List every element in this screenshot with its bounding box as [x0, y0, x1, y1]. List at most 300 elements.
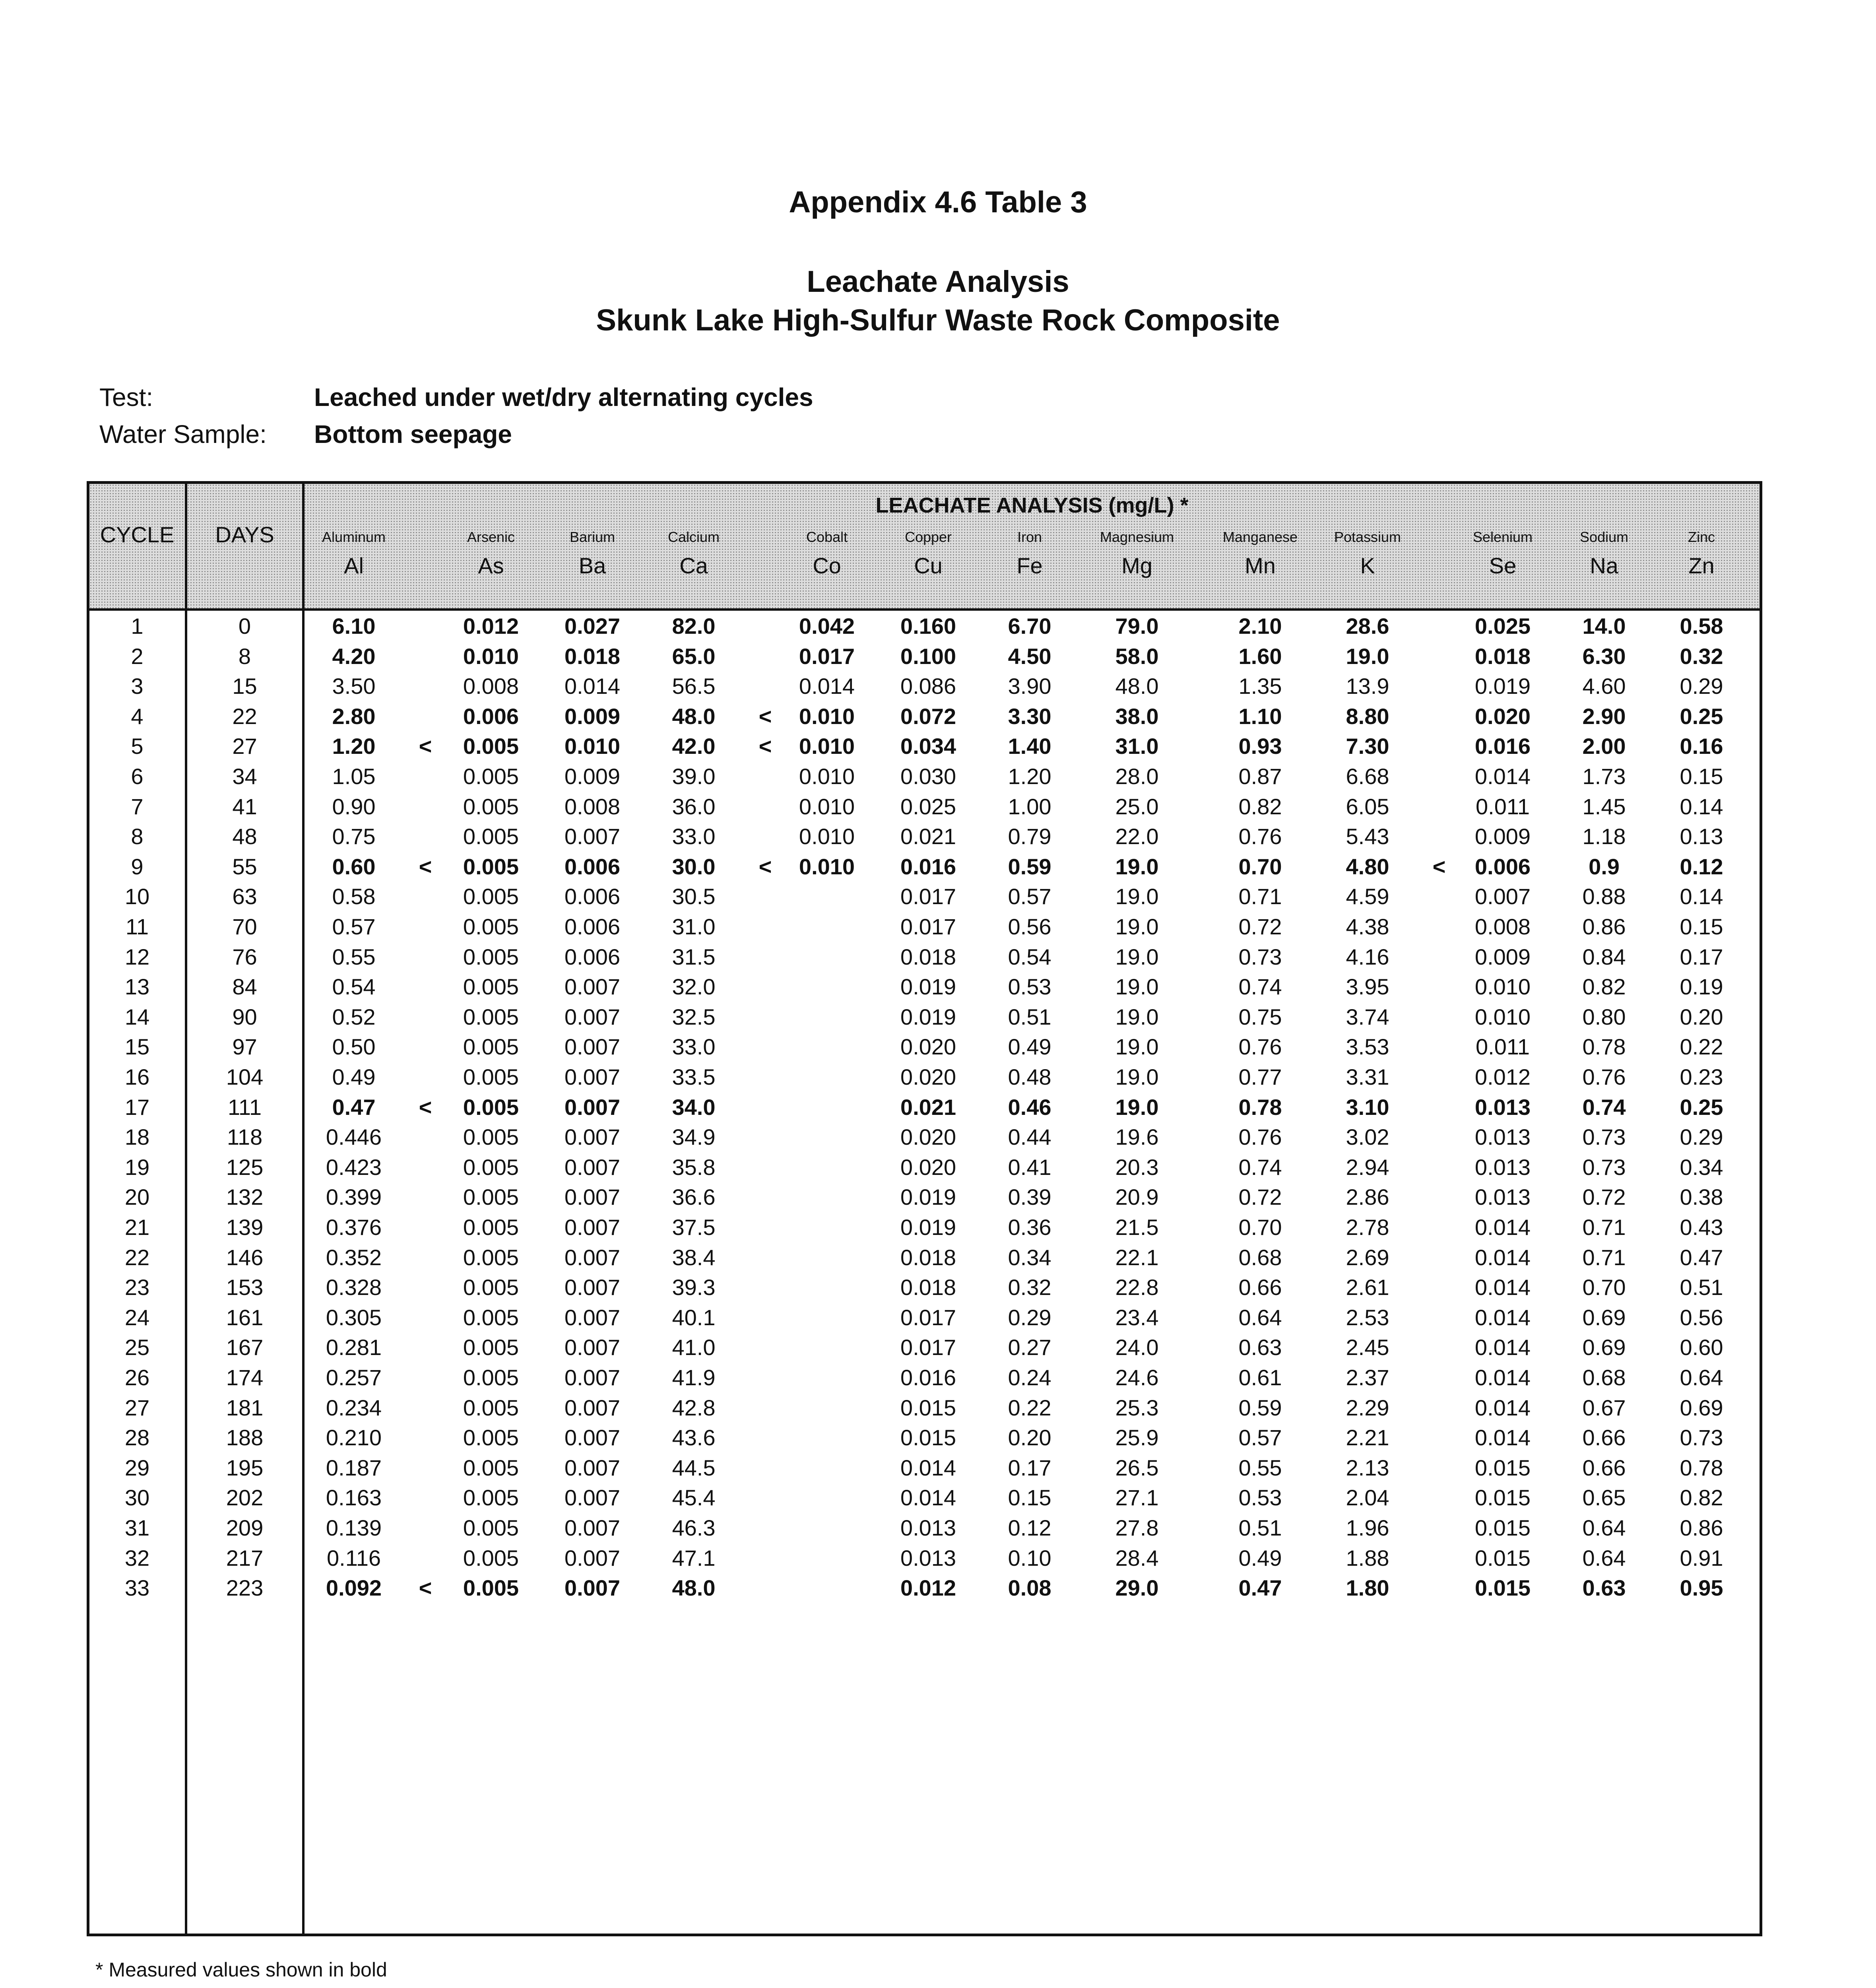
days-cell: 22 — [232, 703, 257, 729]
value-cell: 58.0 — [1115, 643, 1159, 669]
value-cell: 23.4 — [1115, 1305, 1159, 1330]
cycle-cell: 25 — [124, 1335, 150, 1360]
value-cell: 0.021 — [900, 824, 956, 849]
cycle-cell: 30 — [124, 1485, 150, 1510]
value-cell: 0.005 — [463, 884, 519, 909]
value-cell: 0.70 — [1238, 854, 1282, 879]
value-cell: 8.80 — [1346, 703, 1389, 729]
value-cell: 19.0 — [1115, 914, 1159, 939]
value-cell: 0.139 — [326, 1515, 382, 1540]
value-cell: 0.08 — [1008, 1575, 1051, 1601]
value-cell: 0.005 — [463, 944, 519, 969]
value-cell: 0.005 — [463, 1004, 519, 1029]
value-cell: 0.010 — [1474, 974, 1531, 1000]
table-row — [89, 671, 1760, 701]
value-cell: 0.15 — [1680, 914, 1723, 939]
value-cell: 6.05 — [1346, 794, 1389, 819]
table-row — [89, 852, 1760, 882]
value-cell: 0.14 — [1680, 884, 1723, 909]
value-cell: 3.95 — [1346, 974, 1389, 1000]
analyte-name-header: Sodium — [1579, 529, 1629, 545]
value-cell: 0.005 — [463, 1575, 519, 1601]
value-cell: 0.005 — [463, 1064, 519, 1089]
days-cell: 174 — [226, 1365, 264, 1390]
value-cell: 0.51 — [1680, 1275, 1723, 1300]
value-cell: 0.48 — [1008, 1064, 1051, 1089]
value-cell: 19.0 — [1115, 854, 1159, 879]
value-cell: 35.8 — [672, 1154, 716, 1180]
value-cell: 36.0 — [672, 794, 716, 819]
value-cell: 0.010 — [1474, 1004, 1531, 1029]
days-cell: 63 — [232, 884, 257, 909]
value-cell: 4.38 — [1346, 914, 1389, 939]
value-cell: 1.00 — [1008, 794, 1051, 819]
table-row — [89, 792, 1760, 822]
value-cell: 0.13 — [1680, 824, 1723, 849]
value-cell: 0.70 — [1582, 1275, 1626, 1300]
value-cell: 0.007 — [564, 1184, 621, 1210]
leachate-analysis-group-header: LEACHATE ANALYSIS (mg/L) * — [875, 493, 1189, 517]
value-cell: 22.8 — [1115, 1275, 1159, 1300]
value-cell: 0.56 — [1680, 1305, 1723, 1330]
value-cell: 0.49 — [1238, 1545, 1282, 1571]
value-cell: 0.43 — [1680, 1215, 1723, 1240]
table-row — [89, 641, 1760, 672]
value-cell: 2.61 — [1346, 1275, 1389, 1300]
analyte-name-header: Selenium — [1472, 529, 1533, 545]
table-row — [89, 1212, 1760, 1242]
cycle-cell: 5 — [131, 734, 144, 759]
value-cell: 0.017 — [900, 1305, 956, 1330]
value-cell: 0.019 — [900, 974, 956, 1000]
value-cell: 0.014 — [900, 1485, 956, 1510]
value-cell: 0.009 — [1474, 944, 1531, 969]
value-cell: 0.55 — [1238, 1455, 1282, 1480]
value-cell: 0.20 — [1680, 1004, 1723, 1029]
value-cell: 0.014 — [1474, 1335, 1531, 1360]
cycle-cell: 16 — [124, 1064, 150, 1089]
cycle-cell: 26 — [124, 1365, 150, 1390]
value-cell: 0.29 — [1680, 674, 1723, 699]
value-cell: 0.36 — [1008, 1215, 1051, 1240]
table-row — [89, 1242, 1760, 1273]
value-cell: 0.63 — [1238, 1335, 1282, 1360]
value-cell: 0.042 — [799, 613, 855, 639]
value-cell: 0.59 — [1238, 1395, 1282, 1420]
days-cell: 97 — [232, 1034, 257, 1060]
value-cell: 0.79 — [1008, 824, 1051, 849]
value-cell: 25.3 — [1115, 1395, 1159, 1420]
value-cell: 0.007 — [564, 1455, 621, 1480]
analyte-name-header: Iron — [1017, 529, 1042, 545]
value-cell: 1.96 — [1346, 1515, 1389, 1540]
value-cell: 19.0 — [1115, 944, 1159, 969]
value-cell: 0.006 — [564, 944, 621, 969]
value-cell: 0.007 — [564, 974, 621, 1000]
cycle-cell: 7 — [131, 794, 144, 819]
less-than-qualifier: < — [759, 703, 772, 729]
value-cell: 0.014 — [1474, 1425, 1531, 1450]
value-cell: 2.04 — [1346, 1485, 1389, 1510]
cycle-cell: 6 — [131, 764, 144, 789]
analyte-name-header: Potassium — [1334, 529, 1401, 545]
value-cell: 6.10 — [332, 613, 376, 639]
value-cell: 48.0 — [672, 1575, 716, 1601]
less-than-qualifier: < — [759, 854, 772, 879]
cycle-cell: 11 — [125, 914, 149, 939]
value-cell: 79.0 — [1115, 613, 1159, 639]
value-cell: 0.014 — [900, 1455, 956, 1480]
days-cell: 34 — [232, 764, 257, 789]
value-cell: 1.45 — [1582, 794, 1626, 819]
value-cell: 26.5 — [1115, 1455, 1159, 1480]
value-cell: 6.68 — [1346, 764, 1389, 789]
value-cell: 25.9 — [1115, 1425, 1159, 1450]
less-than-qualifier: < — [419, 1094, 432, 1120]
value-cell: 0.017 — [900, 914, 956, 939]
cycle-cell: 22 — [124, 1244, 150, 1270]
value-cell: 0.73 — [1582, 1124, 1626, 1150]
value-cell: 0.014 — [799, 674, 855, 699]
value-cell: 0.020 — [900, 1034, 956, 1060]
water-sample-label: Water Sample: — [99, 420, 267, 448]
value-cell: 0.030 — [900, 764, 956, 789]
value-cell: 0.007 — [564, 1064, 621, 1089]
days-cell: 48 — [232, 824, 257, 849]
cycle-cell: 2 — [131, 643, 144, 669]
cycle-cell: 21 — [124, 1215, 150, 1240]
value-cell: 0.187 — [326, 1455, 382, 1480]
value-cell: 0.013 — [900, 1515, 956, 1540]
value-cell: 19.0 — [1115, 974, 1159, 1000]
table-row — [89, 1182, 1760, 1212]
value-cell: 19.0 — [1115, 1004, 1159, 1029]
value-cell: 0.23 — [1680, 1064, 1723, 1089]
value-cell: 39.0 — [672, 764, 716, 789]
analyte-symbol-header: K — [1360, 553, 1375, 578]
value-cell: 41.0 — [672, 1335, 716, 1360]
value-cell: 0.019 — [900, 1004, 956, 1029]
days-cell: 90 — [232, 1004, 257, 1029]
value-cell: 0.66 — [1238, 1275, 1282, 1300]
value-cell: 0.95 — [1680, 1575, 1723, 1601]
value-cell: 0.009 — [564, 764, 621, 789]
value-cell: 0.005 — [463, 914, 519, 939]
value-cell: 0.005 — [463, 974, 519, 1000]
value-cell: 0.64 — [1582, 1545, 1626, 1571]
value-cell: 0.87 — [1238, 764, 1282, 789]
value-cell: 0.018 — [900, 1244, 956, 1270]
value-cell: 0.014 — [1474, 1244, 1531, 1270]
value-cell: 31.0 — [672, 914, 716, 939]
cycle-cell: 32 — [124, 1545, 150, 1571]
value-cell: 0.013 — [1474, 1124, 1531, 1150]
days-cell: 0 — [238, 613, 251, 639]
value-cell: 0.14 — [1680, 794, 1723, 819]
value-cell: 2.37 — [1346, 1365, 1389, 1390]
value-cell: 44.5 — [672, 1455, 716, 1480]
value-cell: 2.69 — [1346, 1244, 1389, 1270]
value-cell: 4.59 — [1346, 884, 1389, 909]
table-row — [89, 1513, 1760, 1543]
value-cell: 0.020 — [1474, 703, 1531, 729]
water-sample-value: Bottom seepage — [314, 420, 512, 448]
value-cell: 0.82 — [1680, 1485, 1723, 1510]
cycle-cell: 23 — [124, 1275, 150, 1300]
cycle-cell: 8 — [131, 824, 144, 849]
table-subtitle: Skunk Lake High-Sulfur Waste Rock Composite — [596, 303, 1280, 337]
value-cell: 33.0 — [672, 824, 716, 849]
days-cell: 209 — [226, 1515, 264, 1540]
value-cell: 0.41 — [1008, 1154, 1051, 1180]
value-cell: 0.007 — [564, 1004, 621, 1029]
table-row — [89, 972, 1760, 1002]
value-cell: 3.90 — [1008, 674, 1051, 699]
days-cell: 70 — [232, 914, 257, 939]
value-cell: 0.12 — [1008, 1515, 1051, 1540]
value-cell: 38.0 — [1115, 703, 1159, 729]
table-row — [89, 881, 1760, 912]
value-cell: 0.013 — [900, 1545, 956, 1571]
value-cell: 41.9 — [672, 1365, 716, 1390]
value-cell: 0.014 — [1474, 764, 1531, 789]
cycle-cell: 29 — [124, 1455, 150, 1480]
value-cell: 2.94 — [1346, 1154, 1389, 1180]
value-cell: 2.86 — [1346, 1184, 1389, 1210]
value-cell: 0.75 — [332, 824, 376, 849]
value-cell: 0.009 — [1474, 824, 1531, 849]
days-cell: 181 — [226, 1395, 264, 1420]
value-cell: 0.015 — [900, 1395, 956, 1420]
value-cell: 0.018 — [900, 1275, 956, 1300]
value-cell: 0.007 — [564, 1425, 621, 1450]
value-cell: 0.78 — [1238, 1094, 1282, 1120]
value-cell: 0.015 — [1474, 1515, 1531, 1540]
value-cell: 0.006 — [1474, 854, 1531, 879]
analyte-symbol-header: Mn — [1245, 553, 1276, 578]
analyte-symbol-header: Fe — [1017, 553, 1043, 578]
value-cell: 0.71 — [1238, 884, 1282, 909]
value-cell: 0.74 — [1238, 1154, 1282, 1180]
value-cell: 0.76 — [1238, 1034, 1282, 1060]
value-cell: 0.82 — [1238, 794, 1282, 819]
cycle-cell: 1 — [131, 613, 144, 639]
value-cell: 0.76 — [1582, 1064, 1626, 1089]
value-cell: 0.005 — [463, 794, 519, 819]
days-cell: 223 — [226, 1575, 264, 1601]
value-cell: 0.44 — [1008, 1124, 1051, 1150]
value-cell: 0.007 — [564, 1275, 621, 1300]
analyte-name-header: Manganese — [1222, 529, 1298, 545]
value-cell: 3.50 — [332, 674, 376, 699]
value-cell: 1.73 — [1582, 764, 1626, 789]
value-cell: 0.010 — [799, 703, 855, 729]
cycle-cell: 4 — [131, 703, 144, 729]
value-cell: 0.352 — [326, 1244, 382, 1270]
value-cell: 0.007 — [564, 1215, 621, 1240]
table-row — [89, 731, 1760, 761]
value-cell: 4.60 — [1582, 674, 1626, 699]
value-cell: 0.019 — [900, 1215, 956, 1240]
table-row — [89, 1453, 1760, 1483]
analyte-symbol-header: Zn — [1688, 553, 1715, 578]
table-row — [89, 611, 1760, 641]
value-cell: 0.234 — [326, 1395, 382, 1420]
value-cell: 0.163 — [326, 1485, 382, 1510]
value-cell: 1.88 — [1346, 1545, 1389, 1571]
value-cell: 0.015 — [900, 1425, 956, 1450]
value-cell: 0.005 — [463, 1425, 519, 1450]
value-cell: 0.006 — [463, 703, 519, 729]
value-cell: 0.027 — [564, 613, 621, 639]
value-cell: 0.005 — [463, 1034, 519, 1060]
value-cell: 0.257 — [326, 1365, 382, 1390]
value-cell: 0.32 — [1680, 643, 1723, 669]
value-cell: 0.016 — [1474, 734, 1531, 759]
value-cell: 0.69 — [1582, 1335, 1626, 1360]
cycle-cell: 12 — [124, 944, 150, 969]
table-title: Leachate Analysis — [807, 265, 1069, 299]
value-cell: 0.54 — [1008, 944, 1051, 969]
days-cell: 202 — [226, 1485, 264, 1510]
value-cell: 14.0 — [1582, 613, 1626, 639]
less-than-qualifier: < — [419, 854, 432, 879]
value-cell: 0.018 — [1474, 643, 1531, 669]
value-cell: 46.3 — [672, 1515, 716, 1540]
value-cell: 0.021 — [900, 1094, 956, 1120]
value-cell: 0.22 — [1008, 1395, 1051, 1420]
value-cell: 0.160 — [900, 613, 956, 639]
value-cell: 0.019 — [1474, 674, 1531, 699]
cycle-cell: 17 — [124, 1094, 150, 1120]
value-cell: 0.9 — [1589, 854, 1620, 879]
value-cell: 45.4 — [672, 1485, 716, 1510]
value-cell: 42.0 — [672, 734, 716, 759]
value-cell: 2.90 — [1582, 703, 1626, 729]
value-cell: 0.010 — [564, 734, 621, 759]
value-cell: 0.011 — [1476, 794, 1530, 819]
value-cell: 33.5 — [672, 1064, 716, 1089]
value-cell: 0.005 — [463, 1275, 519, 1300]
value-cell: 0.423 — [326, 1154, 382, 1180]
value-cell: 0.014 — [564, 674, 621, 699]
value-cell: 0.17 — [1680, 944, 1723, 969]
value-cell: 0.007 — [564, 1485, 621, 1510]
value-cell: 2.80 — [332, 703, 376, 729]
table-row — [89, 1122, 1760, 1152]
value-cell: 19.0 — [1346, 643, 1389, 669]
analyte-symbol-header: As — [478, 553, 504, 578]
value-cell: 1.20 — [1008, 764, 1051, 789]
value-cell: 3.74 — [1346, 1004, 1389, 1029]
table-row — [89, 942, 1760, 972]
value-cell: 13.9 — [1346, 674, 1389, 699]
value-cell: 0.34 — [1008, 1244, 1051, 1270]
value-cell: 0.005 — [463, 1395, 519, 1420]
less-than-qualifier: < — [419, 734, 432, 759]
value-cell: 0.47 — [1680, 1244, 1723, 1270]
value-cell: 0.76 — [1238, 824, 1282, 849]
value-cell: 0.007 — [564, 1395, 621, 1420]
analyte-symbol-header: Se — [1489, 553, 1517, 578]
days-cell: 8 — [238, 643, 251, 669]
value-cell: 32.5 — [672, 1004, 716, 1029]
value-cell: 0.399 — [326, 1184, 382, 1210]
value-cell: 0.72 — [1582, 1184, 1626, 1210]
value-cell: 31.5 — [672, 944, 716, 969]
value-cell: 0.010 — [463, 643, 519, 669]
value-cell: 48.0 — [672, 703, 716, 729]
value-cell: 2.00 — [1582, 734, 1626, 759]
value-cell: 0.005 — [463, 1184, 519, 1210]
value-cell: 7.30 — [1346, 734, 1389, 759]
days-cell: 27 — [232, 734, 257, 759]
analyte-symbol-header: Co — [813, 553, 841, 578]
value-cell: 0.49 — [1008, 1034, 1051, 1060]
value-cell: 0.17 — [1008, 1455, 1051, 1480]
value-cell: 24.6 — [1115, 1365, 1159, 1390]
value-cell: 0.64 — [1238, 1305, 1282, 1330]
value-cell: 0.018 — [564, 643, 621, 669]
value-cell: 0.015 — [1474, 1455, 1531, 1480]
table-row — [89, 1272, 1760, 1303]
value-cell: 0.014 — [1474, 1305, 1531, 1330]
value-cell: 0.010 — [799, 794, 855, 819]
value-cell: 19.0 — [1115, 1094, 1159, 1120]
value-cell: 0.15 — [1680, 764, 1723, 789]
table-row — [89, 1152, 1760, 1182]
value-cell: 0.005 — [463, 1485, 519, 1510]
value-cell: 0.005 — [463, 734, 519, 759]
value-cell: 0.73 — [1238, 944, 1282, 969]
value-cell: 0.015 — [1474, 1575, 1531, 1601]
value-cell: 20.3 — [1115, 1154, 1159, 1180]
value-cell: 0.54 — [332, 974, 376, 1000]
days-cell: 111 — [227, 1094, 262, 1120]
value-cell: 0.012 — [900, 1575, 956, 1601]
value-cell: 47.1 — [672, 1545, 716, 1571]
value-cell: 0.19 — [1680, 974, 1723, 1000]
value-cell: 0.63 — [1582, 1575, 1626, 1601]
value-cell: 0.018 — [900, 944, 956, 969]
value-cell: 0.009 — [564, 703, 621, 729]
value-cell: 0.16 — [1680, 734, 1723, 759]
value-cell: 0.39 — [1008, 1184, 1051, 1210]
value-cell: 0.65 — [1582, 1485, 1626, 1510]
cycle-cell: 13 — [124, 974, 150, 1000]
cycle-cell: 18 — [124, 1124, 150, 1150]
value-cell: 0.007 — [1474, 884, 1531, 909]
test-value: Leached under wet/dry alternating cycles — [314, 383, 813, 412]
value-cell: 0.013 — [1474, 1094, 1531, 1120]
value-cell: 0.019 — [900, 1184, 956, 1210]
value-cell: 1.40 — [1008, 734, 1051, 759]
days-cell: 167 — [226, 1335, 264, 1360]
value-cell: 0.86 — [1582, 914, 1626, 939]
value-cell: 0.446 — [326, 1124, 382, 1150]
value-cell: 0.70 — [1238, 1215, 1282, 1240]
value-cell: 4.80 — [1346, 854, 1389, 879]
appendix-heading: Appendix 4.6 Table 3 — [789, 185, 1087, 219]
value-cell: 0.010 — [799, 734, 855, 759]
value-cell: 0.007 — [564, 1244, 621, 1270]
value-cell: 0.66 — [1582, 1425, 1626, 1450]
value-cell: 1.60 — [1238, 643, 1282, 669]
value-cell: 0.50 — [332, 1034, 376, 1060]
value-cell: 0.006 — [564, 884, 621, 909]
value-cell: 0.013 — [1474, 1184, 1531, 1210]
value-cell: 0.005 — [463, 1124, 519, 1150]
